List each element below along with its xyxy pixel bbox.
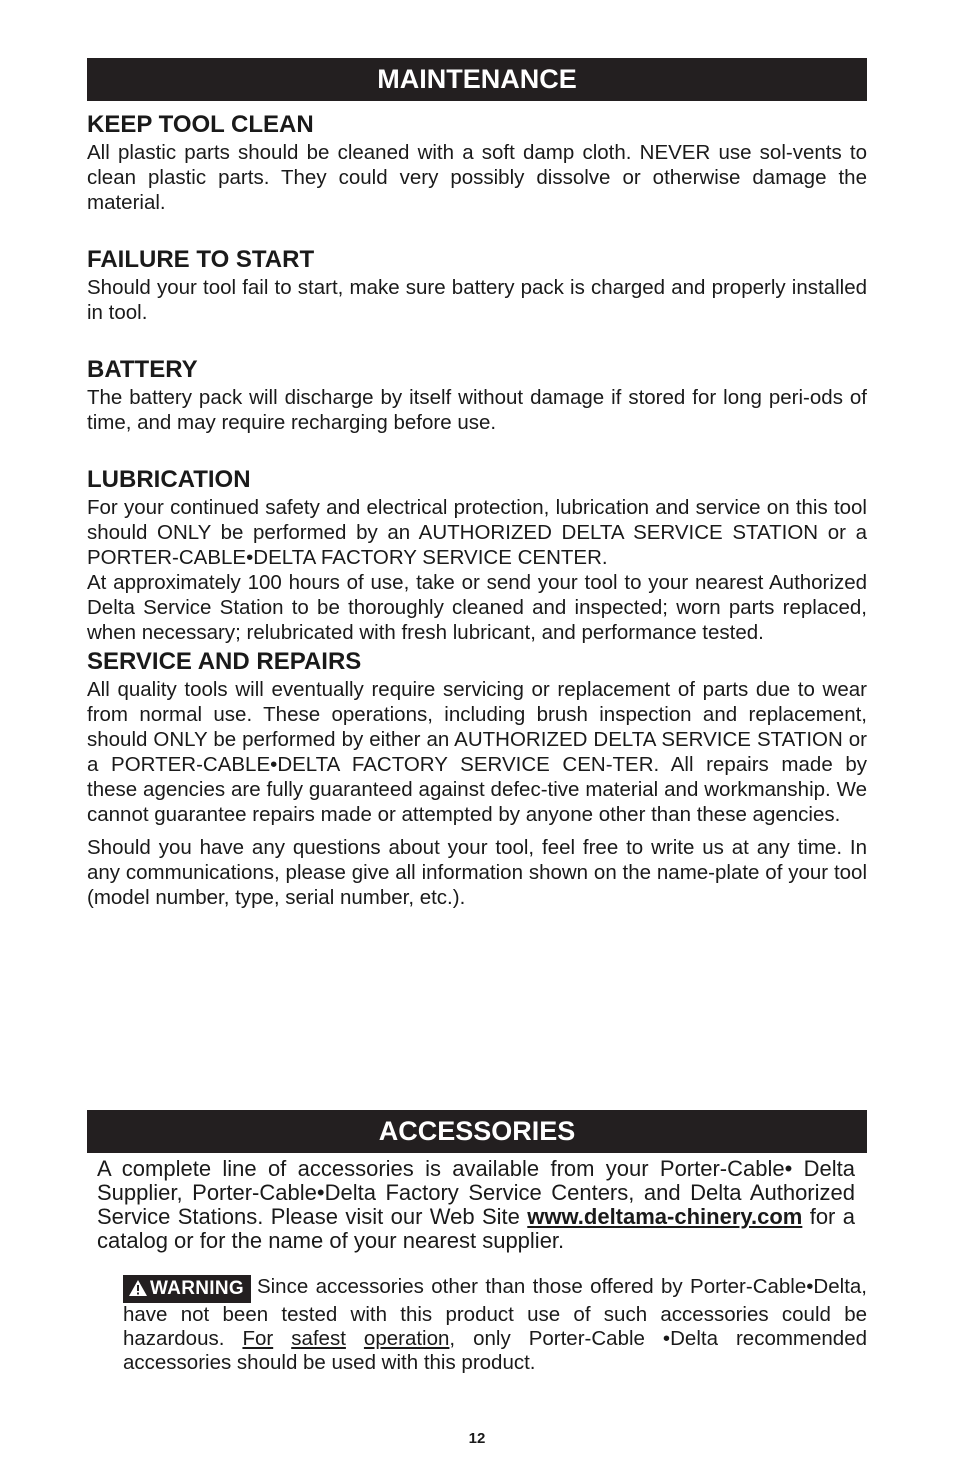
- warning-triangle-icon: [129, 1280, 147, 1296]
- keep-tool-clean-heading: KEEP TOOL CLEAN: [87, 111, 314, 138]
- accessories-section: [87, 1110, 867, 1375]
- accessories-text: [97, 1157, 855, 1253]
- service-repairs-text-2: Should you have any questions about your tool, feel free to write us at any time. In any communications, please give all information shown on the name-plate of your tool (model number, type, serial number, etc.).: [87, 836, 867, 909]
- warning-underline-for: For: [242, 1327, 274, 1350]
- maintenance-banner: MAINTENANCE: [87, 58, 867, 101]
- service-repairs-text-1: All quality tools will eventually require servicing or replacement of parts due to wear from normal use. These operations, including brush inspection and replacement, should ONLY be performed by either an AUTHORIZED DELTA SERVICE STATION or a PORTER-CABLE•DELTA FACTORY SERVICE CEN-TER. All repairs made by these agencies are fully guaranteed against defec-tive material and workmanship. We cannot guarantee repairs made or attempted by anyone other than these agencies.: [87, 678, 867, 826]
- failure-to-start-text: Should your tool fail to start, make sure battery pack is charged and properly installed in tool.: [87, 276, 867, 324]
- maintenance-section: [87, 58, 867, 910]
- service-repairs-heading: SERVICE AND REPAIRS: [87, 648, 362, 675]
- lubrication-text-2: At approximately 100 hours of use, take or send your tool to your nearest Authorized Delta Service Station to be thoroughly cleaned and inspected; worn parts replaced, when necessary; relubricated with fresh lubricant, and performance tested.: [87, 571, 867, 644]
- warning-underline-operation: operation: [363, 1327, 450, 1350]
- accessories-banner: ACCESSORIES: [87, 1110, 867, 1153]
- accessories-intro: A complete line of accessories is available from your Porter-Cable• Delta Supplier, Porter-Cable•Delta Factory Service Centers, and Delta Authorized Service Stations. Please visit our Web Site: [97, 1156, 855, 1229]
- warning-text-1: Since accessories other than those offered by Porter-Cable•Delta, have not been tested with this product use of such accessories could be hazardous.: [123, 1275, 867, 1350]
- keep-tool-clean-text: All plastic parts should be cleaned with a soft damp cloth. NEVER use sol-vents to clean plastic parts. They could very possibly dissolve or otherwise damage the material.: [87, 141, 867, 214]
- battery-heading: BATTERY: [87, 356, 198, 383]
- warning-underline-safest: safest: [291, 1327, 346, 1350]
- website-link[interactable]: www.deltama-chinery.com: [527, 1204, 803, 1229]
- battery-text: The battery pack will discharge by itself without damage if stored for long peri-ods of time, and may require recharging before use.: [87, 386, 867, 434]
- warning-notice: [123, 1275, 867, 1375]
- failure-to-start-heading: FAILURE TO START: [87, 246, 315, 273]
- accessories-outro: for a catalog or for the name of your nearest supplier.: [97, 1204, 855, 1253]
- lubrication-text-1: For your continued safety and electrical protection, lubrication and service on this tool should ONLY be performed by an AUTHORIZED DELTA SERVICE STATION or a PORTER-CABLE•DELTA FACTORY SERVICE CENTER.: [87, 496, 867, 569]
- warning-badge: [123, 1275, 251, 1303]
- warning-text-2: , only Porter-Cable •Delta recommended accessories should be used with this product.: [123, 1327, 868, 1374]
- lubrication-heading: LUBRICATION: [87, 466, 251, 493]
- page-number: 12: [468, 1430, 486, 1447]
- warning-label: WARNING: [150, 1278, 244, 1299]
